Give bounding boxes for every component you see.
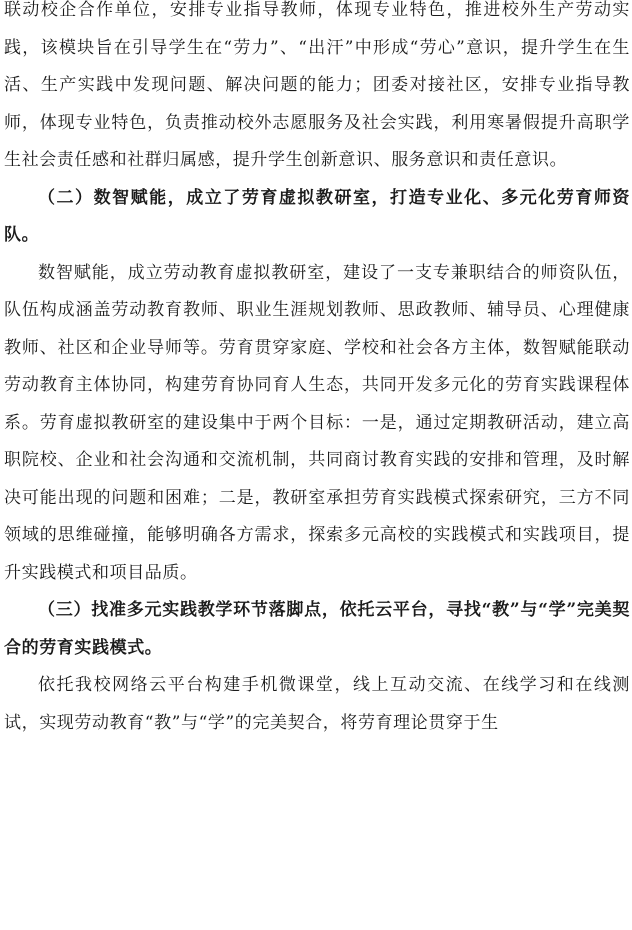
section-heading-3: （三）找准多元实践教学环节落脚点，依托云平台，寻找“教”与“学”完美契合的劳育实践模式。 bbox=[4, 600, 630, 658]
paragraph-school-enterprise-practice: 联动校企合作单位，安排专业指导教师，体现专业特色，推进校外生产劳动实践，该模块旨在引导学生在“劳力”、“出汗”中形成“劳心”意识，提升学生在生活、生产实践中发现问题、解决问题的能力；团委对接社区，安排专业指导教师，体现专业特色，负责推动校外志愿服务及社会实践，利用寒暑假提升高职学生社会责任感和社群归属感，提升学生创新意识、服务意识和责任意识。 bbox=[4, 0, 630, 170]
section-heading-2: （二）数智赋能，成立了劳育虚拟教研室，打造专业化、多元化劳育师资队。 bbox=[4, 187, 630, 245]
paragraph-virtual-teaching-office: 数智赋能，成立劳动教育虚拟教研室，建设了一支专兼职结合的师资队伍，队伍构成涵盖劳动教育教师、职业生涯规划教师、思政教师、辅导员、心理健康教师、社区和企业导师等。劳育贯穿家庭、学校和社会各方主体，数智赋能联动劳动教育主体协同，构建劳育协同育人生态，共同开发多元化的劳育实践课程体系。劳育虚拟教研室的建设集中于两个目标：一是，通过定期教研活动，建立高职院校、企业和社会沟通和交流机制，共同商讨教育实践的安排和管理，及时解决可能出现的问题和困难；二是，教研室承担劳育实践模式探索研究，三方不同领域的思维碰撞，能够明确各方需求，探索多元高校的实践模式和实践项目，提升实践模式和项目品质。 bbox=[4, 262, 630, 583]
paragraph-cloud-platform: 依托我校网络云平台构建手机微课堂，线上互动交流、在线学习和在线测试，实现劳动教育“教”与“学”的完美契合，将劳育理论贯穿于生 bbox=[4, 675, 630, 733]
